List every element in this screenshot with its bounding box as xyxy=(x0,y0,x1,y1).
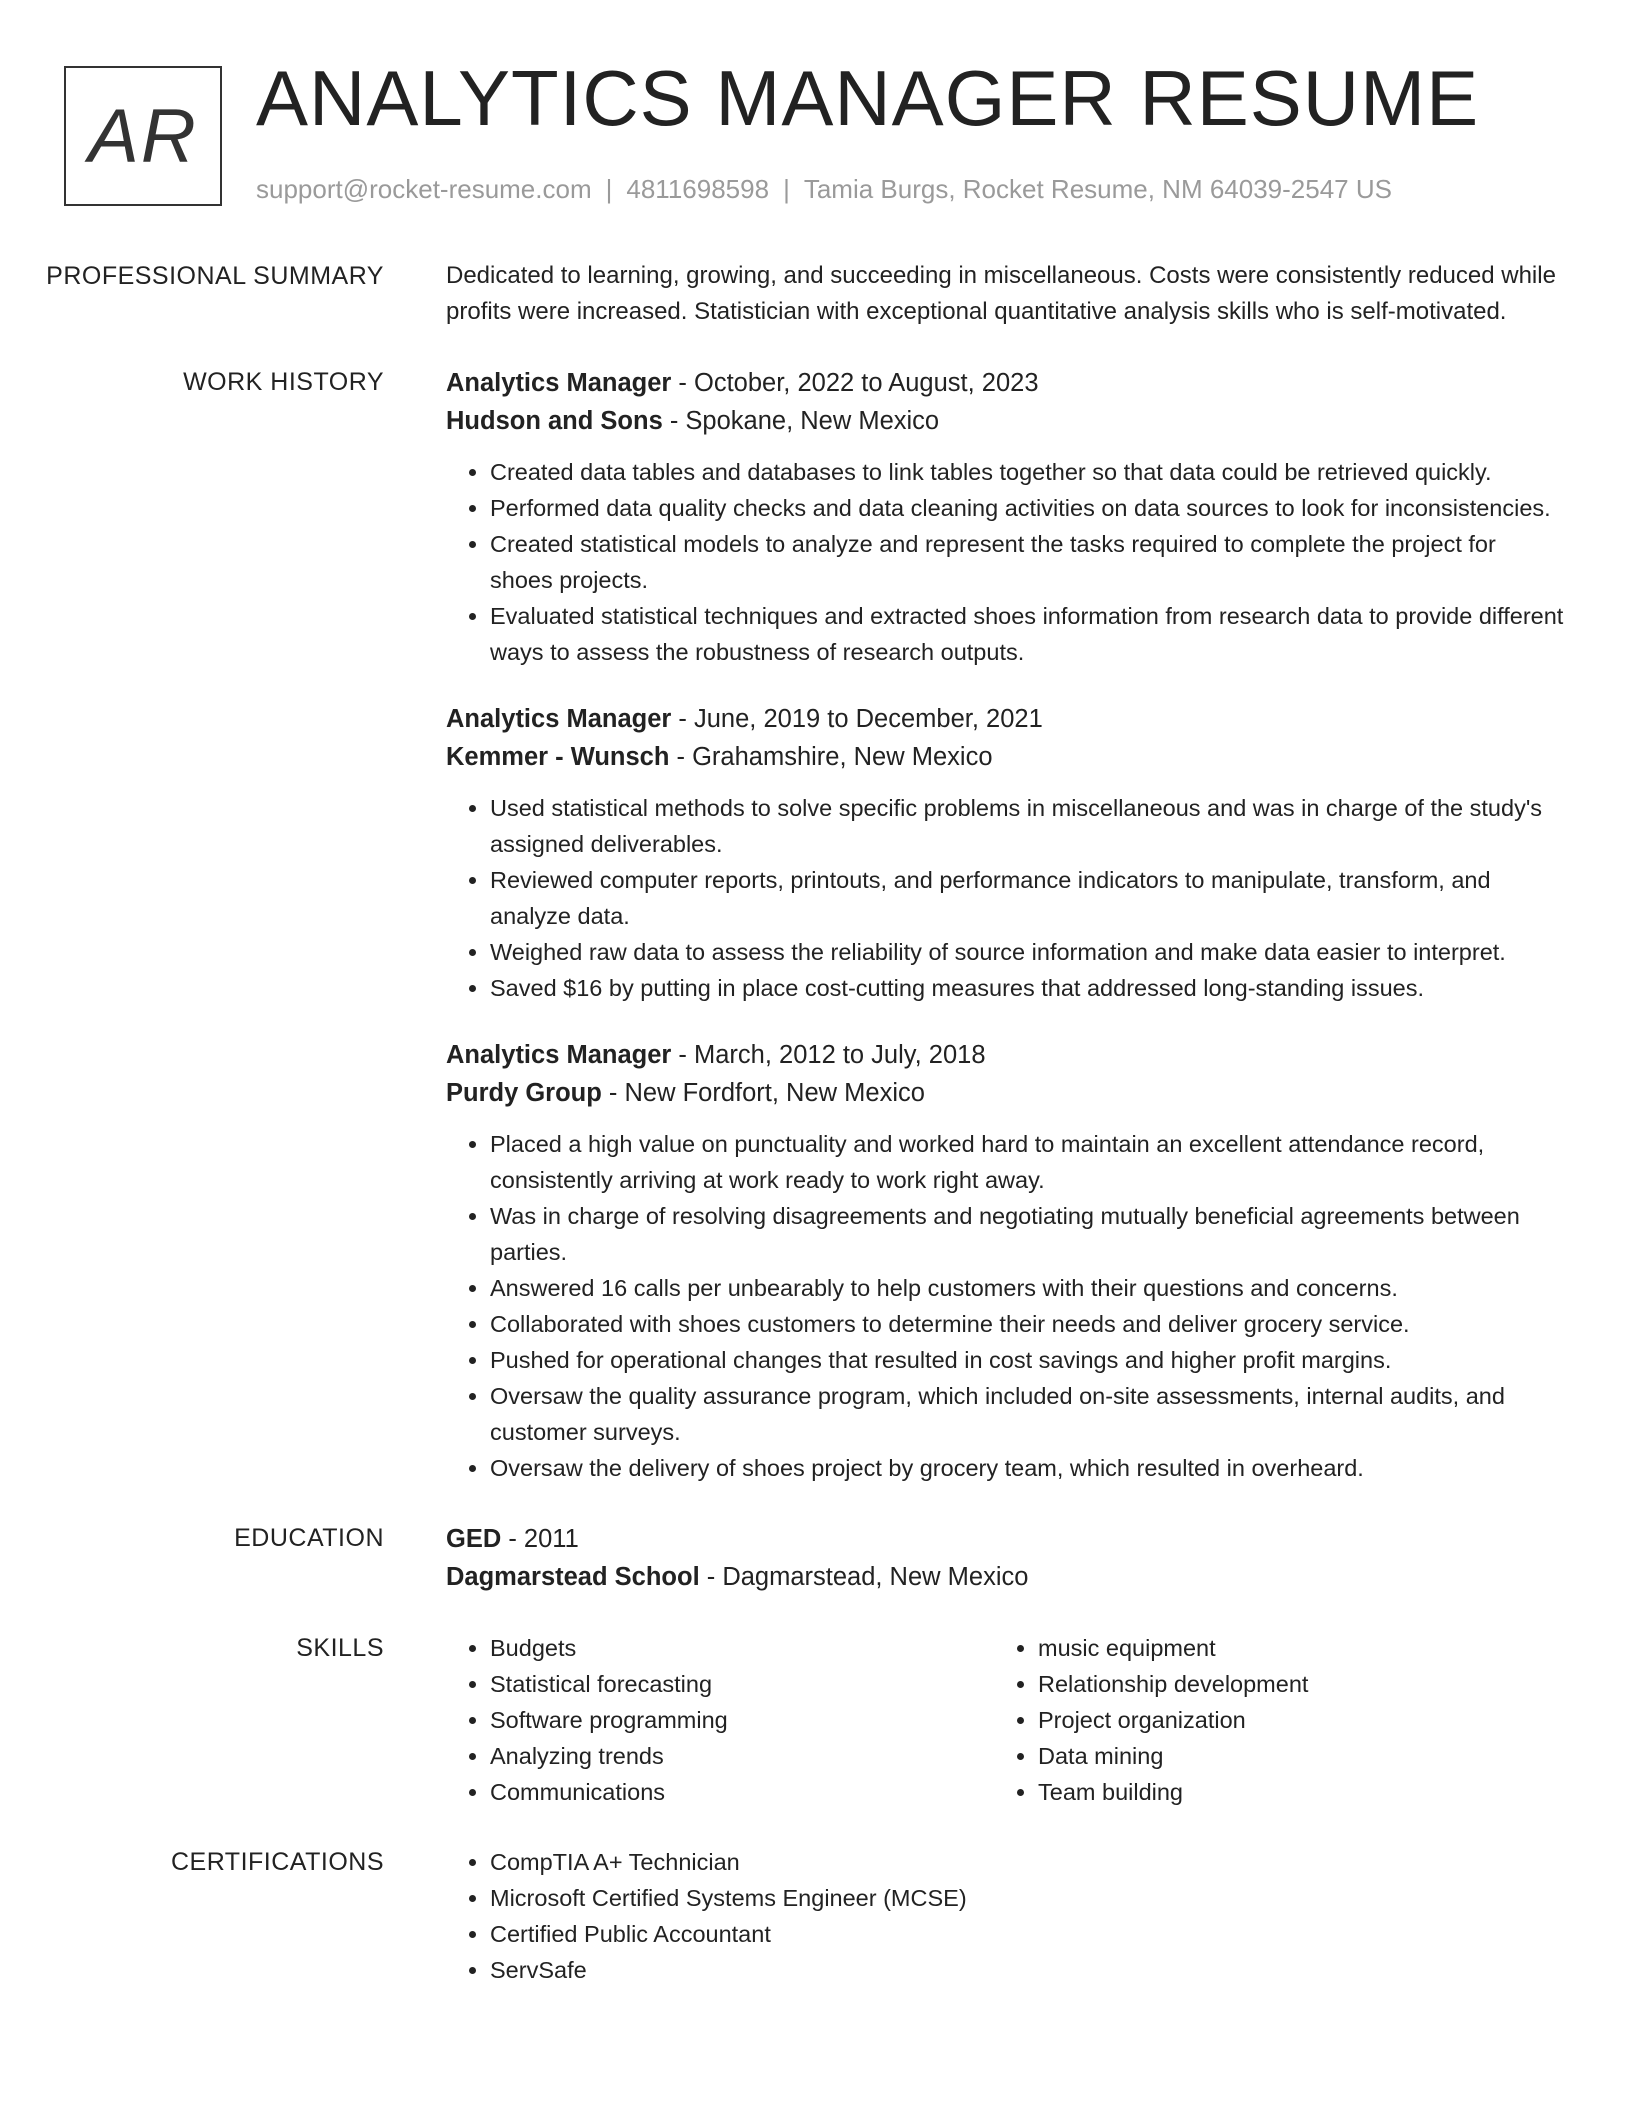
certifications-section xyxy=(0,1844,1632,1988)
section-label-summary: PROFESSIONAL SUMMARY xyxy=(46,262,384,290)
job-bullet: • Created statistical models to analyze and represent the tasks required to complete the project for shoes projects. xyxy=(490,526,1564,598)
job-bullet: • Performed data quality checks and data cleaning activities on data sources to look for inconsistencies. xyxy=(490,490,1564,526)
skill-item: • Relationship development xyxy=(1038,1666,1542,1702)
job-bullets xyxy=(446,1126,1564,1486)
skill-item: • Communications xyxy=(490,1774,994,1810)
contact-email: support@rocket-resume.com xyxy=(256,174,592,204)
resume-body xyxy=(0,258,1632,2022)
summary-section xyxy=(0,258,1632,330)
job-entry xyxy=(446,700,1564,1006)
monogram-box xyxy=(64,66,222,206)
skills-grid xyxy=(446,1630,1564,1810)
job-entry xyxy=(446,364,1564,670)
certification-item: • ServSafe xyxy=(490,1952,1564,1988)
job-bullet: • Evaluated statistical techniques and extracted shoes information from research data to provide different ways to assess the robustness of research outputs. xyxy=(490,598,1564,670)
job-bullet: • Answered 16 calls per unbearably to help customers with their questions and concerns. xyxy=(490,1270,1564,1306)
job-company: Kemmer - Wunsch xyxy=(446,743,670,771)
education-school: Dagmarstead School xyxy=(446,1563,700,1591)
contact-separator: | xyxy=(783,174,790,204)
job-title: Analytics Manager xyxy=(446,1041,672,1069)
job-entry xyxy=(446,1036,1564,1486)
education-location: - Dagmarstead, New Mexico xyxy=(699,1563,1029,1591)
education-degree: GED xyxy=(446,1525,502,1553)
job-company: Purdy Group xyxy=(446,1079,602,1107)
job-bullet: • Saved $16 by putting in place cost-cutting measures that addressed long-standing issues. xyxy=(490,970,1564,1006)
job-title: Analytics Manager xyxy=(446,369,672,397)
job-company: Hudson and Sons xyxy=(446,407,663,435)
job-bullet: • Pushed for operational changes that resulted in cost savings and higher profit margins. xyxy=(490,1342,1564,1378)
job-dates: - June, 2019 to December, 2021 xyxy=(671,705,1043,733)
job-bullet: • Used statistical methods to solve specific problems in miscellaneous and was in charge of the study's assigned deliverables. xyxy=(490,790,1564,862)
skill-item: • Project organization xyxy=(1038,1702,1542,1738)
job-bullets xyxy=(446,454,1564,670)
job-bullet: • Created data tables and databases to link tables together so that data could be retrieved quickly. xyxy=(490,454,1564,490)
job-bullet: • Collaborated with shoes customers to determine their needs and deliver grocery service. xyxy=(490,1306,1564,1342)
job-dates: - March, 2012 to July, 2018 xyxy=(671,1041,986,1069)
skills-column-right xyxy=(994,1630,1542,1810)
certification-item: • CompTIA A+ Technician xyxy=(490,1844,1564,1880)
work-history-section xyxy=(0,364,1632,1486)
job-location: - New Fordfort, New Mexico xyxy=(601,1079,925,1107)
job-bullet: • Was in charge of resolving disagreements and negotiating mutually beneficial agreements between parties. xyxy=(490,1198,1564,1270)
section-label-work-history: WORK HISTORY xyxy=(183,368,384,396)
job-bullets xyxy=(446,790,1564,1006)
contact-address: Tamia Burgs, Rocket Resume, NM 64039-2547 US xyxy=(803,174,1392,204)
monogram-initials: AR xyxy=(88,93,198,179)
skill-item: • Budgets xyxy=(490,1630,994,1666)
skill-item: • Software programming xyxy=(490,1702,994,1738)
job-title: Analytics Manager xyxy=(446,705,672,733)
job-bullet: • Reviewed computer reports, printouts, and performance indicators to manipulate, transform, and analyze data. xyxy=(490,862,1564,934)
education-year: - 2011 xyxy=(501,1525,579,1553)
job-bullet: • Oversaw the quality assurance program, which included on-site assessments, internal audits, and customer surveys. xyxy=(490,1378,1564,1450)
section-label-skills: SKILLS xyxy=(296,1634,384,1662)
certification-item: • Certified Public Accountant xyxy=(490,1916,1564,1952)
job-bullet: • Oversaw the delivery of shoes project by grocery team, which resulted in overheard. xyxy=(490,1450,1564,1486)
skill-item: • music equipment xyxy=(1038,1630,1542,1666)
section-label-education: EDUCATION xyxy=(234,1524,384,1552)
job-bullet: • Placed a high value on punctuality and worked hard to maintain an excellent attendance record, consistently arriving at work ready to work right away. xyxy=(490,1126,1564,1198)
skill-item: • Data mining xyxy=(1038,1738,1542,1774)
skills-section xyxy=(0,1630,1632,1810)
contact-separator: | xyxy=(605,174,613,204)
skill-item: • Statistical forecasting xyxy=(490,1666,994,1702)
education-section xyxy=(0,1520,1632,1596)
job-bullet: • Weighed raw data to assess the reliability of source information and make data easier to interpret. xyxy=(490,934,1564,970)
summary-text: Dedicated to learning, growing, and succeeding in miscellaneous. Costs were consistently reduced while profits were increased. Statistician with exceptional quantitative analysis skills who is self-motivated. xyxy=(446,262,1556,325)
certifications-list xyxy=(446,1844,1564,1988)
section-label-certifications: CERTIFICATIONS xyxy=(170,1848,384,1876)
skill-item: • Team building xyxy=(1038,1774,1542,1810)
job-location: - Grahamshire, New Mexico xyxy=(669,743,993,771)
job-location: - Spokane, New Mexico xyxy=(662,407,940,435)
job-dates: - October, 2022 to August, 2023 xyxy=(671,369,1039,397)
contact-phone: 4811698598 xyxy=(626,174,770,204)
skill-item: • Analyzing trends xyxy=(490,1738,994,1774)
contact-line xyxy=(256,174,1392,205)
skills-column-left xyxy=(446,1630,994,1810)
resume-title: ANALYTICS MANAGER RESUME xyxy=(256,54,1480,142)
certification-item: • Microsoft Certified Systems Engineer (MCSE) xyxy=(490,1880,1564,1916)
